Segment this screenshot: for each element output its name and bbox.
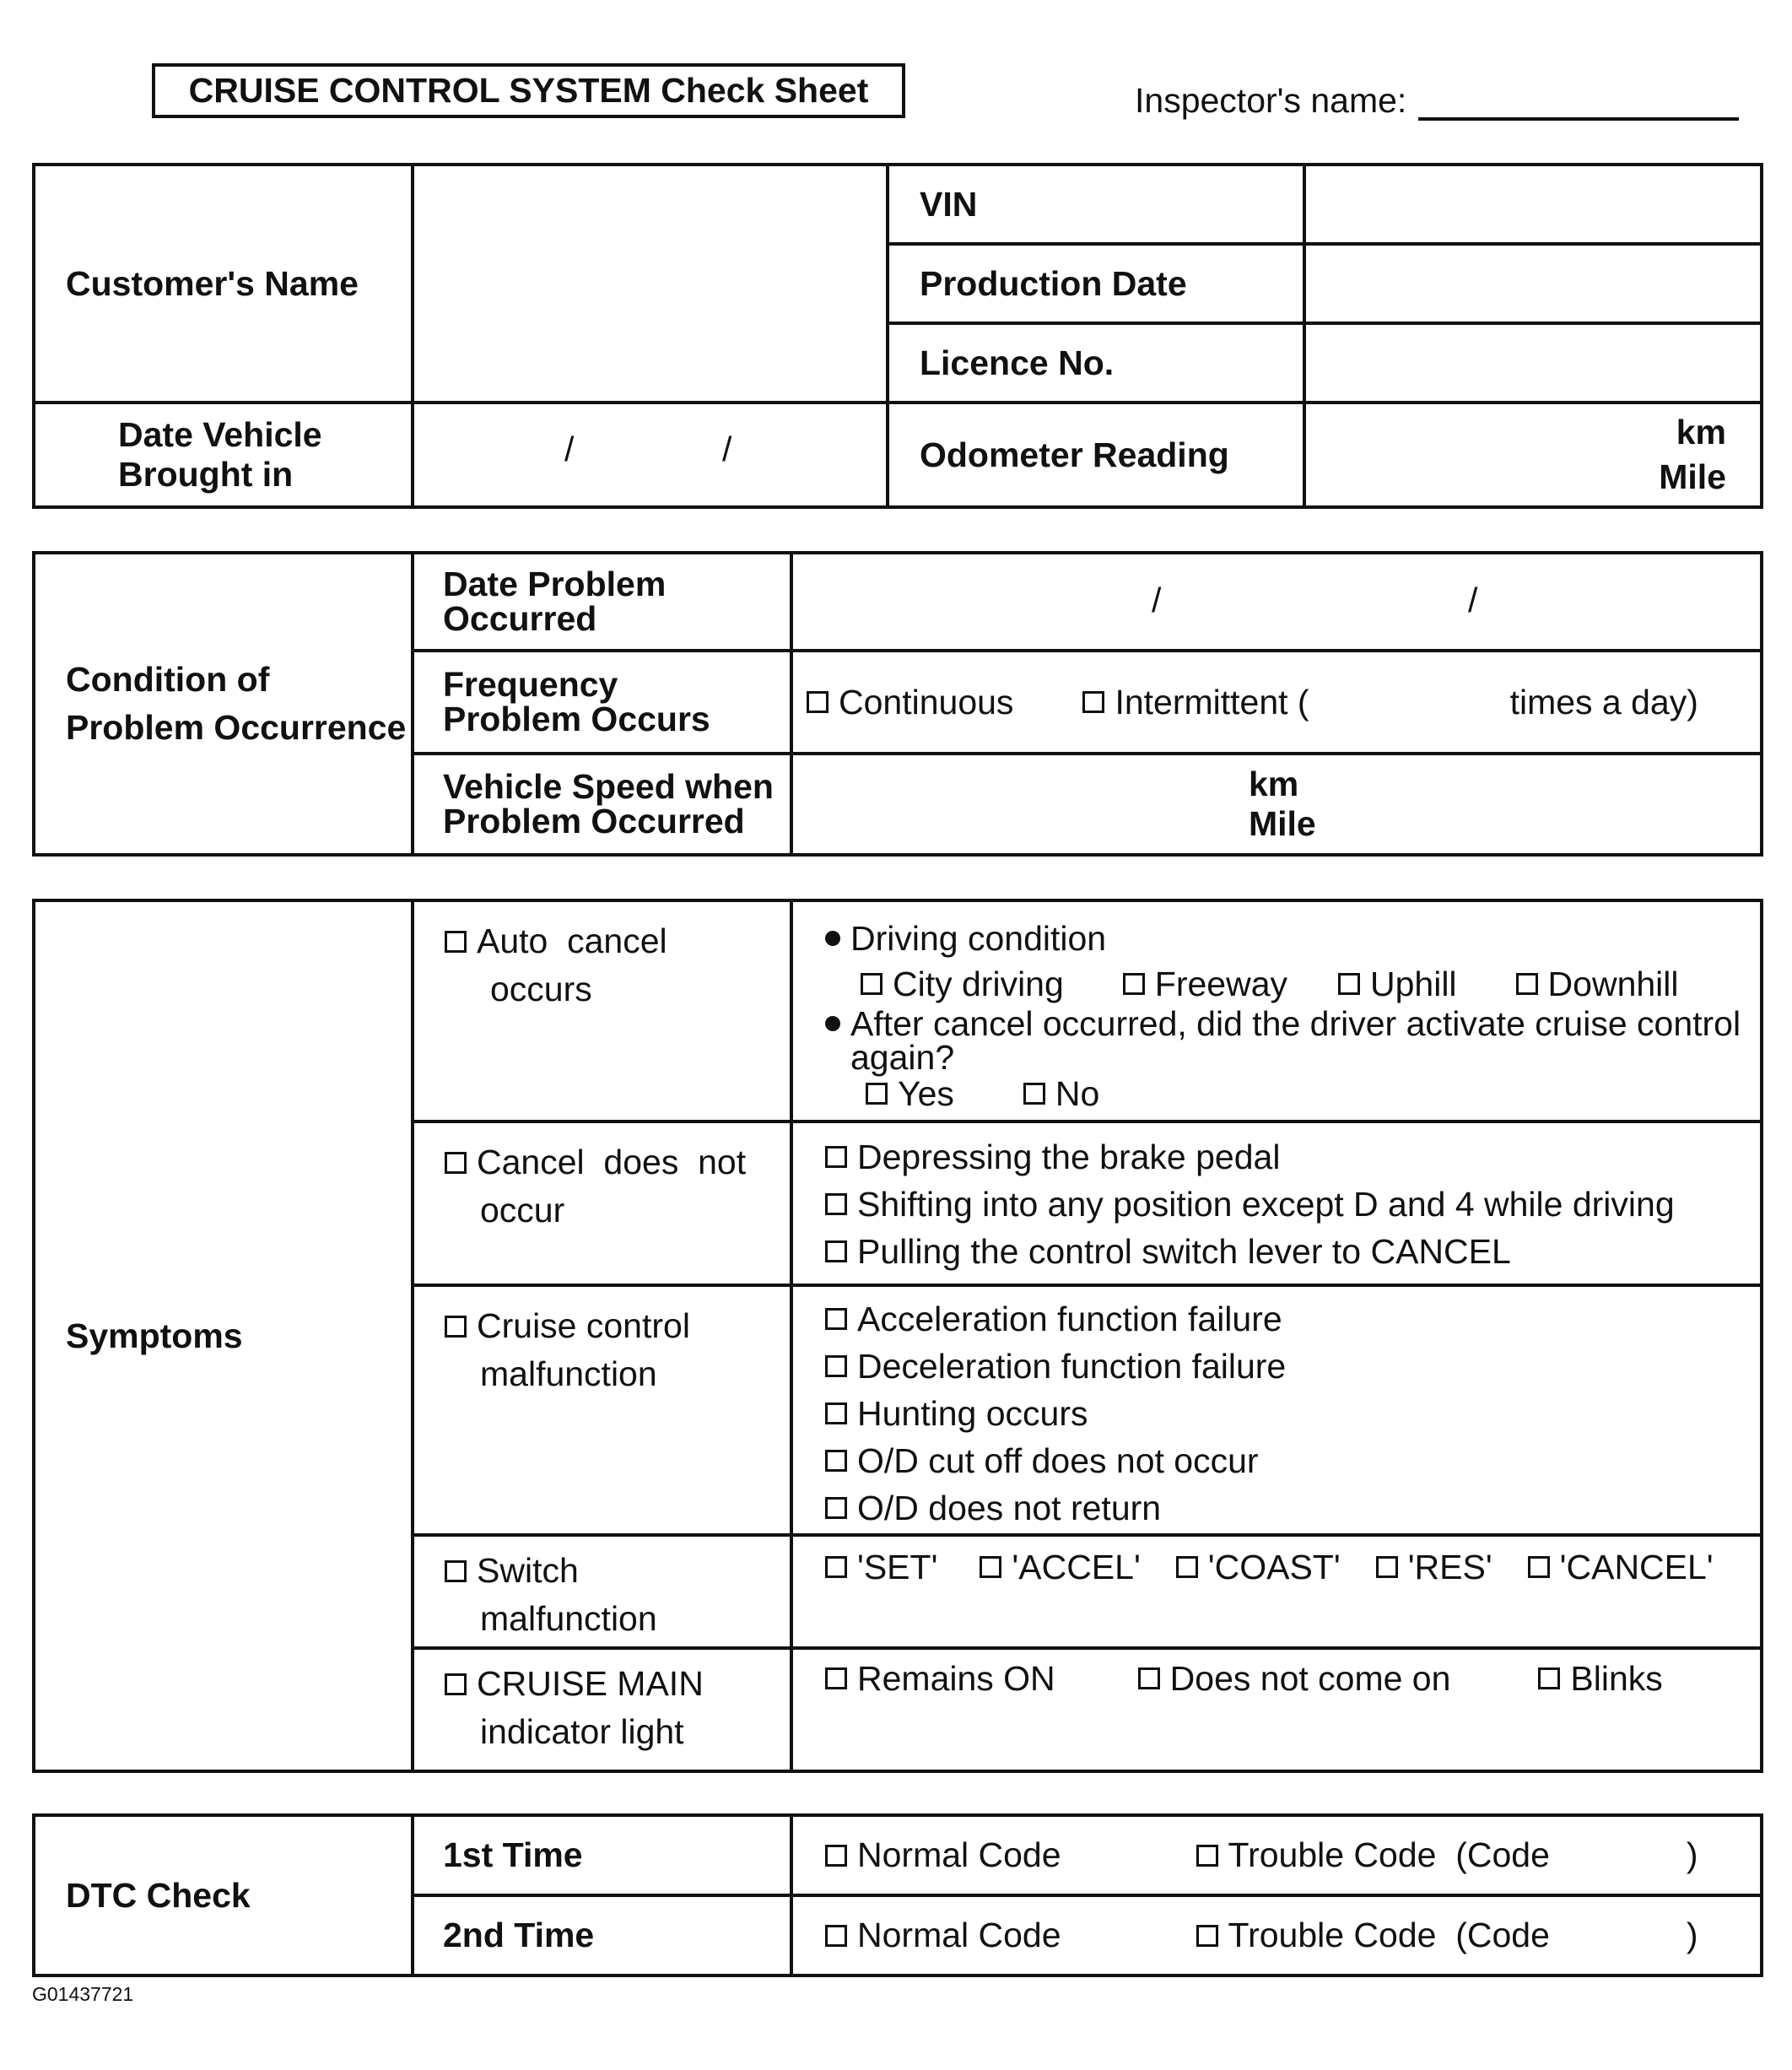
vehicle-info-table [32, 163, 1763, 509]
date-brought-label-line2: Brought in [118, 455, 294, 494]
brake-pedal-checkbox[interactable] [825, 1146, 847, 1168]
condition-table [32, 551, 1763, 857]
problem-date-sep-1: / [1152, 581, 1162, 619]
cruise-malfunction-options [791, 1285, 1762, 1535]
driving-condition-label: Driving condition [850, 918, 1107, 958]
speed-unit-km: km [1249, 764, 1299, 803]
first-close-paren: ) [1686, 1835, 1698, 1874]
switch-malfunction-checkbox[interactable] [445, 1560, 467, 1582]
symptoms-table [32, 899, 1763, 1773]
licence-label: Licence No. [888, 323, 1304, 403]
continuous-checkbox[interactable] [807, 691, 829, 713]
vehicle-speed-input[interactable] [791, 754, 1762, 855]
production-date-input[interactable] [1304, 244, 1762, 323]
condition-section-label [34, 553, 413, 855]
first-time-label: 1st Time [413, 1815, 791, 1895]
accel-label: 'ACCEL' [1012, 1547, 1141, 1586]
indicator-light-label-line2: indicator light [480, 1712, 684, 1752]
yes-label: Yes [898, 1073, 954, 1113]
condition-label-line2: Problem Occurrence [66, 708, 407, 747]
first-time-options [791, 1815, 1762, 1895]
coast-label: 'COAST' [1207, 1547, 1341, 1586]
cancel-not-occur-checkbox[interactable] [445, 1152, 467, 1174]
vehicle-speed-label [413, 754, 791, 855]
customer-name-input[interactable] [413, 165, 888, 403]
frequency-label [413, 651, 791, 754]
auto-cancel-label-line2: occurs [490, 970, 592, 1009]
no-label: No [1055, 1073, 1100, 1113]
second-normal-code-label: Normal Code [857, 1916, 1061, 1954]
vehicle-speed-label-line1: Vehicle Speed when [443, 767, 774, 806]
hunting-label: Hunting occurs [857, 1393, 1088, 1433]
figure-id: G01437721 [32, 1983, 134, 2005]
switch-malfunction-label-line1: Switch [477, 1551, 579, 1590]
od-cutoff-label: O/D cut off does not occur [857, 1440, 1259, 1480]
switch-options [791, 1535, 1762, 1648]
odometer-unit-km: km [1676, 412, 1726, 451]
od-cutoff-checkbox[interactable] [825, 1450, 847, 1472]
vin-input[interactable] [1304, 165, 1762, 244]
cruise-malfunction-label-line1: Cruise control [477, 1306, 690, 1345]
first-trouble-code-label: Trouble Code (Code [1228, 1835, 1550, 1874]
cancel-label: 'CANCEL' [1559, 1547, 1714, 1586]
first-normal-code-label: Normal Code [857, 1835, 1061, 1874]
inspector-name-input[interactable] [1418, 80, 1739, 121]
second-trouble-code-checkbox[interactable] [1196, 1925, 1218, 1947]
switch-malfunction-label-line2: malfunction [480, 1599, 657, 1639]
coast-checkbox[interactable] [1176, 1556, 1198, 1578]
city-driving-label: City driving [893, 964, 1064, 1003]
speed-unit-mile: Mile [1249, 804, 1316, 843]
vin-label: VIN [888, 165, 1304, 244]
cruise-malfunction-label-line2: malfunction [480, 1354, 657, 1394]
production-date-label: Production Date [888, 244, 1304, 323]
odometer-input[interactable] [1304, 403, 1762, 507]
cancel-lever-checkbox[interactable] [825, 1240, 847, 1262]
cancel-not-occur-options [791, 1121, 1762, 1285]
cruise-malfunction-checkbox[interactable] [445, 1316, 467, 1338]
shifting-checkbox[interactable] [825, 1193, 847, 1215]
res-checkbox[interactable] [1376, 1556, 1398, 1578]
condition-label-line1: Condition of [66, 659, 270, 699]
deceleration-failure-label: Deceleration function failure [857, 1346, 1287, 1386]
cruise-malfunction-cell [413, 1285, 791, 1535]
symptoms-label: Symptoms [34, 900, 413, 1771]
date-brought-label [34, 403, 413, 507]
frequency-options [791, 651, 1762, 754]
indicator-options [791, 1648, 1762, 1771]
cancel-not-occur-label-line2: occur [480, 1191, 565, 1230]
auto-cancel-checkbox[interactable] [445, 931, 467, 953]
licence-input[interactable] [1304, 323, 1762, 403]
second-close-paren: ) [1686, 1916, 1698, 1954]
auto-cancel-details [791, 900, 1762, 1121]
date-sep-2: / [722, 430, 732, 468]
times-a-day-label: times a day) [1509, 682, 1698, 722]
acceleration-failure-checkbox[interactable] [825, 1308, 847, 1330]
dtc-check-label: DTC Check [34, 1815, 413, 1975]
date-brought-input[interactable] [413, 403, 888, 507]
second-normal-code-checkbox[interactable] [825, 1925, 847, 1947]
reactivate-question-line1: After cancel occurred, did the driver activate cruise control [850, 1003, 1741, 1043]
sheet-title: CRUISE CONTROL SYSTEM Check Sheet [152, 63, 905, 118]
date-brought-label-line1: Date Vehicle [118, 414, 322, 454]
dtc-table [32, 1813, 1763, 1977]
cancel-lever-label: Pulling the control switch lever to CANCEL [857, 1231, 1511, 1271]
accel-checkbox[interactable] [980, 1556, 1001, 1578]
auto-cancel-label-line1: Auto cancel [477, 922, 667, 960]
auto-cancel-cell [413, 900, 791, 1121]
date-problem-label [413, 553, 791, 651]
date-problem-input[interactable] [791, 553, 1762, 651]
freeway-checkbox[interactable] [1123, 973, 1145, 995]
bullet-icon [825, 931, 840, 946]
frequency-label-line1: Frequency [443, 665, 618, 704]
indicator-light-cell [413, 1648, 791, 1771]
odometer-unit-mile: Mile [1659, 457, 1726, 496]
date-problem-label-line2: Occurred [443, 599, 597, 638]
od-return-label: O/D does not return [857, 1488, 1162, 1527]
blinks-label: Blinks [1570, 1658, 1663, 1698]
hunting-checkbox[interactable] [825, 1403, 847, 1424]
customer-name-label: Customer's Name [34, 165, 413, 403]
indicator-light-checkbox[interactable] [445, 1673, 467, 1695]
blinks-checkbox[interactable] [1538, 1667, 1560, 1689]
set-label: 'SET' [857, 1547, 938, 1586]
not-come-on-label: Does not come on [1169, 1658, 1451, 1698]
date-problem-label-line1: Date Problem [443, 565, 667, 603]
inspector-field [1135, 80, 1739, 121]
date-sep-1: / [564, 430, 575, 468]
vehicle-speed-label-line2: Problem Occurred [443, 802, 745, 840]
freeway-label: Freeway [1154, 964, 1287, 1003]
second-time-label: 2nd Time [413, 1895, 791, 1975]
second-trouble-code-label: Trouble Code (Code [1228, 1916, 1550, 1954]
acceleration-failure-label: Acceleration function failure [857, 1299, 1282, 1338]
downhill-label: Downhill [1547, 964, 1679, 1003]
bullet-icon [825, 1016, 840, 1031]
indicator-light-label-line1: CRUISE MAIN [477, 1664, 704, 1703]
downhill-checkbox[interactable] [1516, 973, 1538, 995]
cancel-checkbox[interactable] [1528, 1556, 1550, 1578]
remains-on-label: Remains ON [857, 1658, 1055, 1698]
set-checkbox[interactable] [825, 1556, 847, 1578]
first-trouble-code-checkbox[interactable] [1196, 1845, 1218, 1867]
yes-checkbox[interactable] [866, 1083, 888, 1105]
reactivate-question-line2: again? [850, 1038, 955, 1077]
first-normal-code-checkbox[interactable] [825, 1845, 847, 1867]
res-label: 'RES' [1407, 1547, 1492, 1586]
second-time-options [791, 1895, 1762, 1975]
cancel-not-occur-label-line1: Cancel does not [477, 1143, 747, 1181]
deceleration-failure-checkbox[interactable] [825, 1355, 847, 1377]
odometer-label: Odometer Reading [888, 403, 1304, 507]
inspector-label: Inspector's name: [1135, 81, 1407, 120]
intermittent-checkbox[interactable] [1082, 691, 1104, 713]
cancel-not-occur-cell [413, 1121, 791, 1285]
problem-date-sep-2: / [1468, 581, 1478, 619]
brake-pedal-label: Depressing the brake pedal [857, 1137, 1281, 1176]
uphill-label: Uphill [1370, 964, 1457, 1003]
od-return-checkbox[interactable] [825, 1497, 847, 1519]
continuous-label: Continuous [839, 682, 1014, 722]
shifting-label: Shifting into any position except D and 4 while driving [857, 1184, 1675, 1224]
no-checkbox[interactable] [1023, 1083, 1045, 1105]
frequency-label-line2: Problem Occurs [443, 700, 710, 738]
intermittent-label: Intermittent ( [1115, 682, 1309, 722]
city-driving-checkbox[interactable] [861, 973, 883, 995]
not-come-on-checkbox[interactable] [1138, 1667, 1160, 1689]
remains-on-checkbox[interactable] [825, 1667, 847, 1689]
switch-malfunction-cell [413, 1535, 791, 1648]
uphill-checkbox[interactable] [1338, 973, 1360, 995]
